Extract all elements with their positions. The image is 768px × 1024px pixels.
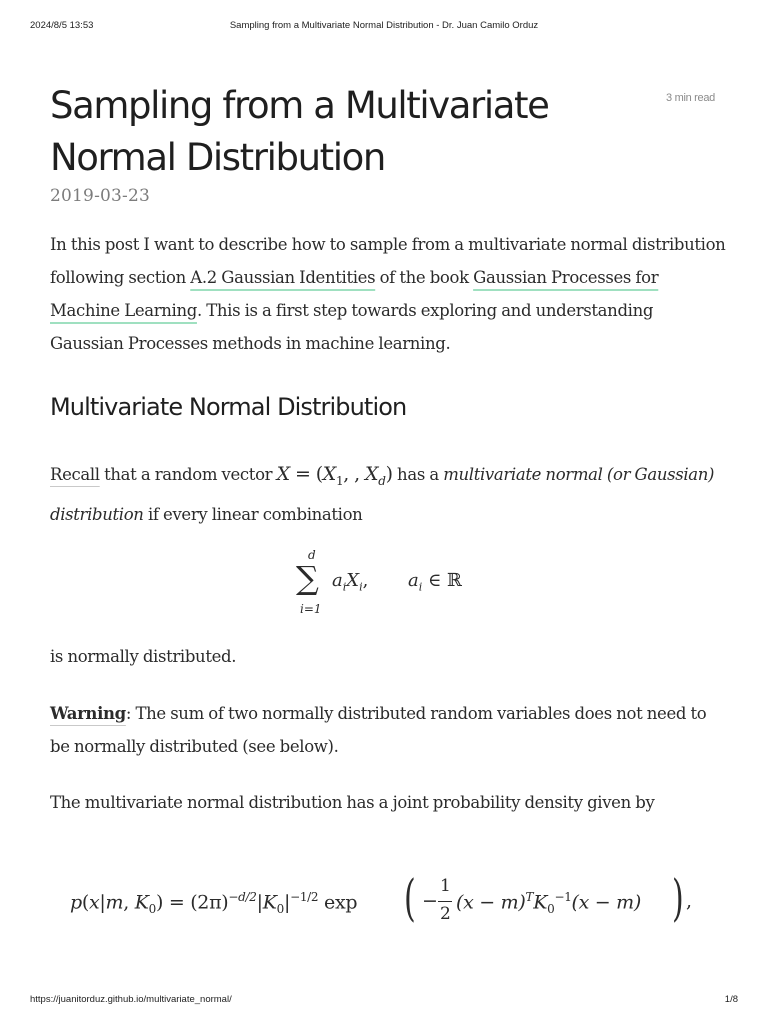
density-bar: |	[99, 891, 106, 914]
sum-comma: ,	[362, 570, 369, 591]
intro-paragraph	[50, 228, 730, 360]
density-big-close: )	[672, 869, 684, 927]
density-K-sub: 0	[148, 902, 156, 917]
intro-text-2: of the book	[375, 268, 474, 287]
density-K3-sub: 0	[547, 902, 555, 917]
sum-cond-a: a	[408, 570, 419, 591]
print-url: https://juanitorduz.github.io/multivariate_normal/	[30, 994, 232, 1005]
density-p: p	[70, 891, 82, 914]
sum-upper-limit: d	[308, 548, 316, 562]
density-xm2: (x − m)	[571, 891, 641, 914]
vector-close: )	[385, 463, 393, 485]
sum-cond-in: ∈ ℝ	[422, 570, 462, 591]
density-minus: −	[422, 890, 438, 912]
print-page-title: Sampling from a Multivariate Normal Distribution - Dr. Juan Camilo Orduz	[229, 20, 539, 31]
sum-term-x-sub: i	[359, 580, 363, 594]
recall-paragraph	[50, 458, 730, 531]
vector-x1-sub: 1	[335, 473, 344, 488]
density-K2-sub: 0	[276, 902, 284, 917]
density-exp2: −1/2	[290, 890, 319, 904]
print-footer	[30, 994, 738, 1008]
sum-sigma: ∑	[296, 559, 319, 597]
link-gp-for-ml-book[interactable]: Gaussian Processes for Machine Learning	[50, 268, 659, 320]
link-recall[interactable]: Recall	[50, 465, 100, 484]
density-x: x	[89, 891, 100, 914]
density-exp1: −d/2	[228, 890, 257, 904]
sum-condition	[408, 570, 462, 594]
density-exp-fn: exp	[318, 891, 358, 914]
intro-text-1: In this post I want to describe how to sample from a multivariate normal distribution following section	[50, 235, 726, 287]
print-datetime: 2024/8/5 13:53	[30, 20, 94, 31]
density-K3: K	[533, 891, 548, 914]
density-T: T	[525, 890, 534, 904]
normally-distributed-paragraph: is normally distributed.	[50, 647, 237, 666]
density-exp3: −1	[554, 890, 572, 904]
vector-eq: = (	[289, 463, 323, 485]
density-frac-den: 2	[440, 904, 451, 924]
sum-cond-a-sub: i	[418, 580, 423, 594]
recall-text-1: that a random vector	[99, 465, 277, 484]
sum-formula	[290, 548, 490, 620]
density-open: (	[81, 891, 89, 914]
density-lhs	[70, 890, 357, 916]
density-quadratic	[456, 890, 641, 916]
section-heading: Multivariate Normal Distribution	[50, 393, 407, 421]
density-K2: K	[262, 891, 277, 914]
print-page-number: 1/8	[724, 994, 738, 1005]
vector-xd-sub: d	[378, 473, 386, 488]
article-date: 2019-03-23	[50, 186, 151, 206]
sum-term	[332, 570, 368, 594]
warning-label: Warning	[50, 704, 126, 723]
density-abs-open: |	[256, 891, 263, 914]
vector-sep: , ,	[343, 463, 366, 485]
warning-paragraph	[50, 697, 730, 763]
warning-text: : The sum of two normally distributed random variables does not need to be normally distributed (see below).	[50, 704, 707, 756]
density-intro-paragraph: The multivariate normal distribution has a joint probability density given by	[50, 793, 655, 812]
density-abs-close: |	[283, 891, 291, 914]
recall-text-3: if every linear combination	[143, 504, 363, 524]
print-header	[30, 20, 738, 34]
density-formula	[70, 869, 710, 936]
density-K: K	[134, 891, 149, 914]
vector-xd: X	[365, 463, 379, 485]
sum-term-a: a	[332, 570, 343, 591]
density-frac-bar	[438, 901, 452, 902]
sum-lower-limit: i=1	[300, 602, 322, 616]
density-eq-2pi: ) = (2π)	[155, 891, 229, 914]
sum-term-x: X	[346, 570, 360, 591]
vector-x1: X	[322, 463, 336, 485]
read-time: 3 min read	[666, 92, 715, 104]
intro-text-3: . This is a first step towards exploring and understanding Gaussian Processes methods in machine learning.	[50, 301, 654, 353]
sum-term-a-sub: i	[342, 580, 347, 594]
recall-text-2: has a	[392, 465, 444, 484]
density-xm1: (x − m)	[456, 891, 526, 914]
density-big-open: (	[404, 869, 416, 927]
link-gaussian-identities[interactable]: A.2 Gaussian Identities	[190, 268, 376, 287]
article-title: Sampling from a Multivariate Normal Distribution	[50, 84, 549, 179]
density-trail: ,	[686, 890, 693, 912]
density-comma: ,	[123, 891, 135, 914]
vector-lhs: X	[276, 463, 290, 485]
recall-emphasis: multivariate normal (or Gaussian) distribution	[50, 465, 715, 524]
density-m: m	[105, 891, 124, 914]
density-frac-num: 1	[440, 876, 451, 896]
random-vector-math	[276, 463, 393, 488]
